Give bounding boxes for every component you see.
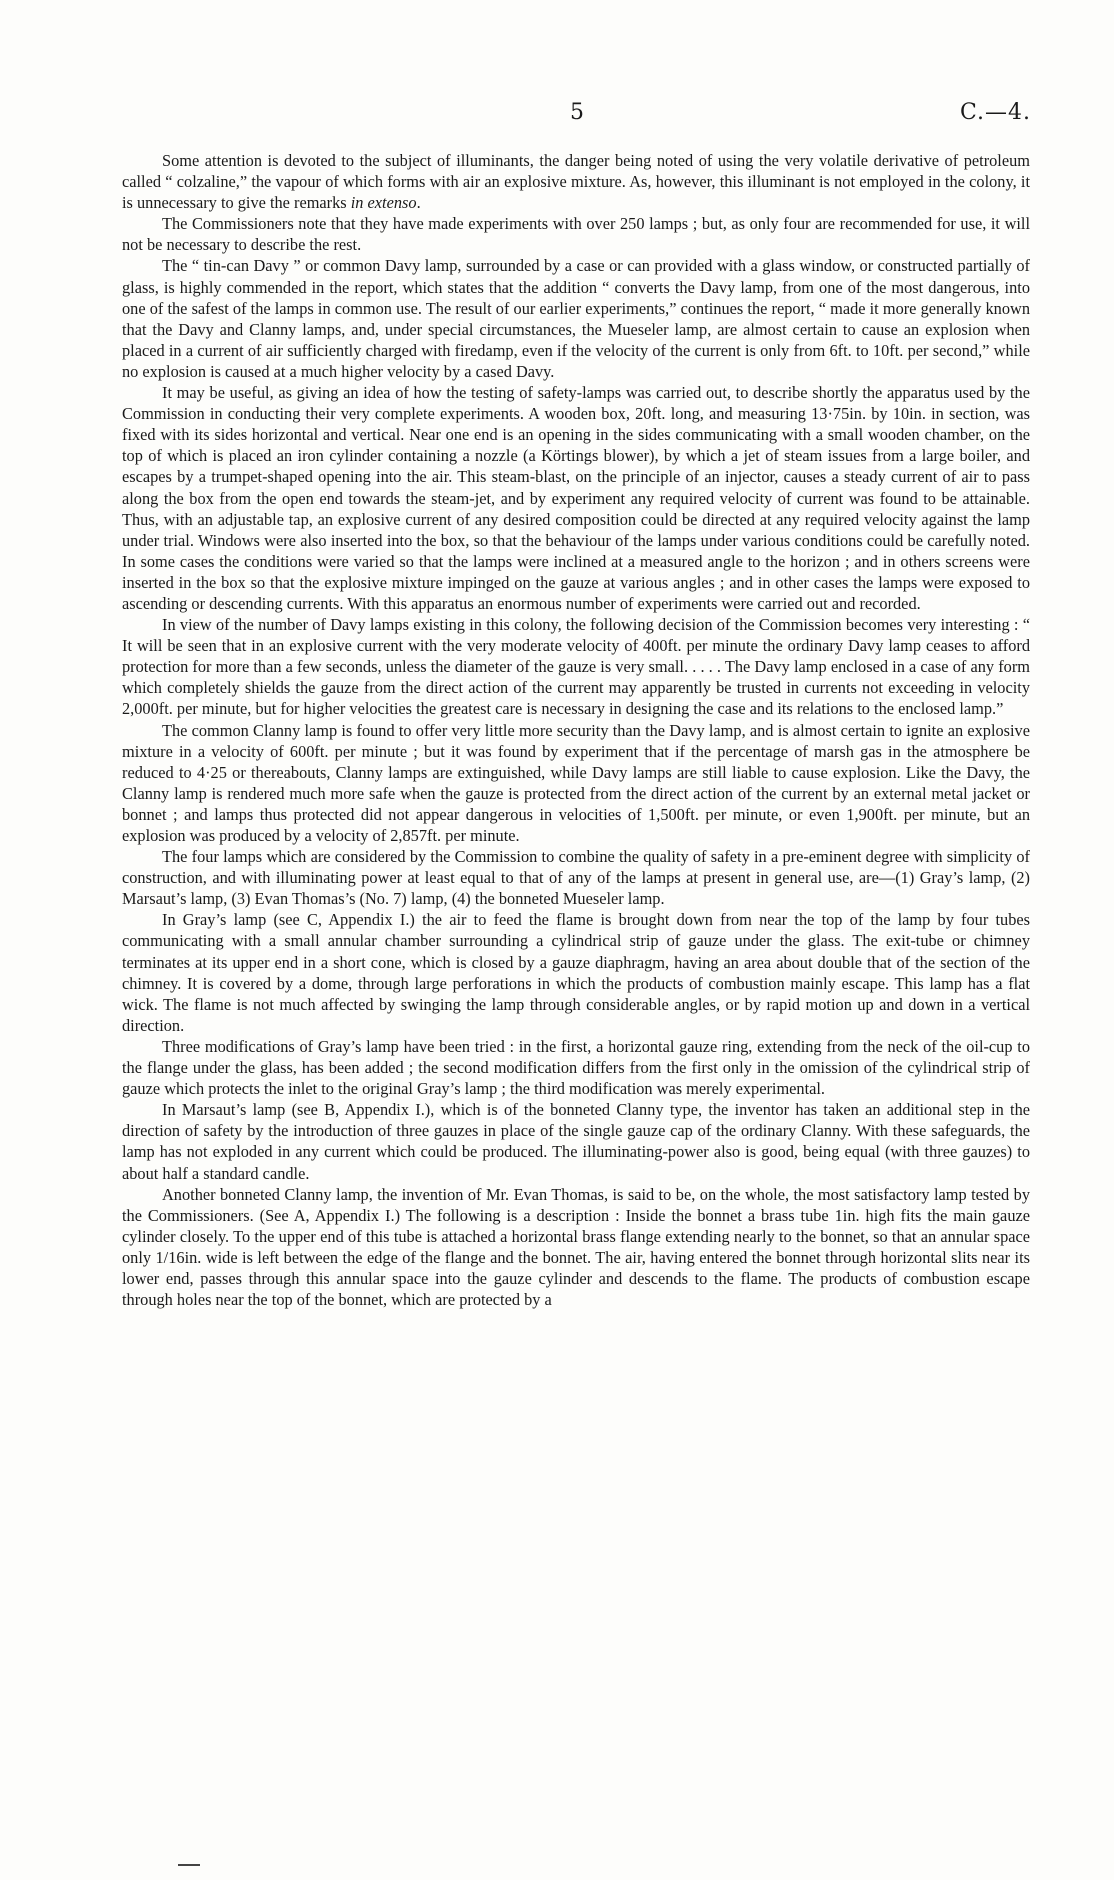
paragraph-tail: . — [416, 193, 421, 213]
body-text — [122, 150, 1030, 1310]
scan-mark — [178, 1864, 200, 1866]
paragraph-marsaut-lamp: In Marsaut’s lamp (see B, Appendix I.), which is of the bonneted Clanny type, the inventor has taken an additional step in the direction of safety by the introduction of three gauzes in place of the single gauze cap of the ordinary Clanny. With these safeguards, the lamp has not exploded in any current which could be produced. The illuminating-power also is good, being equal (with three gauzes) to about half a standard candle. — [122, 1100, 1030, 1183]
paragraph-illuminants — [122, 150, 1030, 213]
paragraph-emphasis: in extenso — [350, 193, 417, 213]
paragraph-gray-modifications: Three modifications of Gray’s lamp have been tried : in the first, a horizontal gauze ring, extending from the neck of the oil-cup to the flange under the glass, has been added ; the second modification differs from the first only in the omission of the cylindrical strip of gauze which protects the inlet to the original Gray’s lamp ; the third modification was merely experimental. — [122, 1036, 1030, 1099]
paragraph-davy-decision: In view of the number of Davy lamps existing in this colony, the following decision of the Commission becomes very interesting : “ It will be seen that in an explosive current with the very moderate velocity of 400ft. per minute the ordinary Davy lamp ceases to afford protection for more than a few seconds, unless the diameter of the gauze is very small. . . . . The Davy lamp enclosed in a case of any form which completely shields the gauze from the direct action of the current may apparently be trusted in currents not exceeding in velocity 2,000ft. per minute, but for higher velocities the greatest care is necessary in designing the case and its relations to the enclosed lamp.” — [122, 615, 1030, 719]
paragraph-clanny-lamp: The common Clanny lamp is found to offer very little more security than the Davy lamp, and is almost certain to ignite an explosive mixture in a velocity of 600ft. per minute ; but it was found by experiment that if the percentage of marsh gas in the atmosphere be reduced to 4·25 or thereabouts, Clanny lamps are extinguished, while Davy lamps are still liable to cause explosion. Like the Davy, the Clanny lamp is rendered much more safe when the gauze is protected from the direct action of the current by an external metal jacket or bonnet ; and lamps thus protected did not appear dangerous in velocities of 1,500ft. per minute, or even 1,900ft. per minute, but an explosion was produced by a velocity of 2,857ft. per minute. — [122, 720, 1030, 845]
paragraph-apparatus: It may be useful, as giving an idea of how the testing of safety-lamps was carried out, to describe shortly the apparatus used by the Commission in conducting their very complete experiments. A wooden box, 20ft. long, and measuring 13·75in. by 10in. in section, was fixed with its sides horizontal and vertical. Near one end is an opening in the sides communicating with a small wooden chamber, on the top of which is placed an iron cylinder containing a nozzle (a Körtings blower), by which a jet of steam issues from a large boiler, and escapes by a trumpet-shaped opening into the air. This steam-blast, on the principle of an injector, causes a steady current of air to pass along the box from the open end towards the steam-jet, and by experiment any required velocity of current was found to be attainable. Thus, with an adjustable tap, an explosive current of any desired composition could be directed at any required velocity against the lamp under trial. Windows were also inserted into the box, so that the behaviour of the lamps under various conditions could be carefully noted. In some cases the conditions were varied so that the lamps were inclined at a measured angle to the horizon ; and in others screens were inserted in the box so that the explosive mixture impinged on the gauze at various angles ; and in other cases the lamps were exposed to ascending or descending currents. With this apparatus an enormous number of experiments were carried out and recorded. — [122, 383, 1030, 613]
paragraph-evan-thomas-lamp: Another bonneted Clanny lamp, the invention of Mr. Evan Thomas, is said to be, on the whole, the most satisfactory lamp tested by the Commissioners. (See A, Appendix I.) The following is a description : Inside the bonnet a brass tube 1in. high fits the main gauze cylinder closely. To the upper end of this tube is attached a horizontal brass flange extending nearly to the bonnet, so that an annular space only 1/16in. wide is left between the edge of the flange and the bonnet. The air, having entered the bonnet through horizontal slits near its lower end, passes through this annular space into the gauze cylinder and descends to the flame. The products of combustion escape through holes near the top of the bonnet, which are protected by a — [122, 1184, 1030, 1310]
paragraph-experiments: The Commissioners note that they have made experiments with over 250 lamps ; but, as only four are recommended for use, it will not be necessary to describe the rest. — [122, 214, 1030, 255]
paragraph-four-lamps: The four lamps which are considered by the Commission to combine the quality of safety in a pre-eminent degree with simplicity of construction, and with illuminating power at least equal to that of any of the lamps at present in general use, are—(1) Gray’s lamp, (2) Marsaut’s lamp, (3) Evan Thomas’s (No. 7) lamp, (4) the bonneted Mueseler lamp. — [122, 847, 1030, 909]
page-number: 5 — [570, 100, 585, 125]
paragraph-grays-lamp: In Gray’s lamp (see C, Appendix I.) the air to feed the flame is brought down from near the top of the lamp by four tubes communicating with a small annular chamber surrounding a cylindrical strip of gauze under the glass. The exit-tube or chimney terminates at its upper end in a short cone, which is closed by a gauze diaphragm, having an area about double that of the section of the chimney. It is covered by a dome, through large perforations in which the products of combustion mainly escape. This lamp has a flat wick. The flame is not much affected by swinging the lamp through considerable angles, or by rapid motion up and down in a vertical direction. — [122, 910, 1030, 1035]
document-reference: C.—4. — [960, 100, 1032, 125]
paragraph-tin-can-davy: The “ tin-can Davy ” or common Davy lamp, surrounded by a case or can provided with a glass window, or constructed partially of glass, is highly commended in the report, which states that the addition “ converts the Davy lamp, from one of the most dangerous, into one of the safest of the lamps in common use. The result of our earlier experiments,” continues the report, “ made it more generally known that the Davy and Clanny lamps, and, under special circumstances, the Mueseler lamp, are almost certain to cause an explosion when placed in a current of air sufficiently charged with firedamp, even if the velocity of the current is only from 6ft. to 10ft. per second,” while no explosion is caused at a much higher velocity by a cased Davy. — [122, 256, 1030, 381]
paragraph-text: Some attention is devoted to the subject of illuminants, the danger being noted of using the very volatile derivative of petroleum called “ colzaline,” the vapour of which forms with air an explosive mixture. As, however, this illuminant is not employed in the colony, it is unnecessary to give the remarks — [122, 151, 1030, 213]
